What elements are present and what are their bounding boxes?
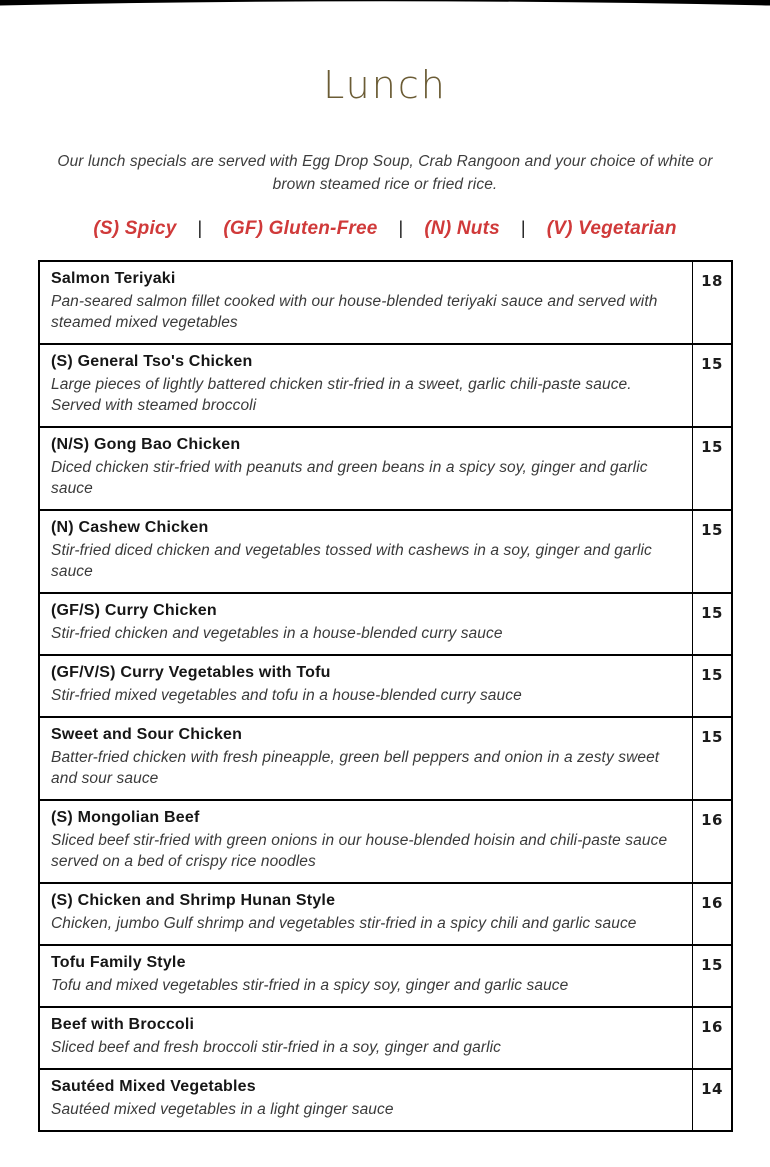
legend-item-label: (N) Nuts	[424, 217, 500, 239]
menu-item-cell	[39, 655, 693, 717]
menu-intro-text: Our lunch specials are served with Egg Drop Soup, Crab Rangoon and your choice of white or brown steamed rice or fried rice.	[57, 152, 713, 193]
menu-item-cell	[39, 344, 693, 427]
item-name: Sautéed Mixed Vegetables	[51, 1077, 256, 1095]
top-edge-arc-shape	[0, 0, 770, 8]
item-description: Chicken, jumbo Gulf shrimp and vegetables stir-fried in a spicy chili and garlic sauce	[51, 914, 637, 932]
menu-item-row	[39, 1069, 732, 1131]
item-price: 15	[693, 593, 733, 655]
item-price: 16	[693, 1007, 733, 1069]
menu-item-row	[39, 510, 732, 593]
item-description: Sliced beef and fresh broccoli stir-fried in a soy, ginger and garlic	[51, 1038, 502, 1056]
item-name: Salmon Teriyaki	[51, 269, 176, 287]
item-description: Pan-seared salmon fillet cooked with our house-blended teriyaki sauce and served with steamed mixed vegetables	[51, 292, 658, 331]
item-price: 16	[693, 883, 733, 945]
legend-item-label: (S) Spicy	[93, 217, 177, 239]
item-name: Beef with Broccoli	[51, 1015, 195, 1033]
item-name: Tofu Family Style	[51, 953, 186, 971]
legend-separator: |	[197, 218, 203, 239]
item-price: 15	[693, 717, 733, 800]
item-description: Diced chicken stir-fried with peanuts and green beans in a spicy soy, ginger and garlic sauce	[51, 458, 648, 497]
menu-item-row	[39, 1007, 732, 1069]
top-edge-bar	[0, 0, 770, 8]
item-name: (S) General Tso's Chicken	[51, 352, 253, 370]
item-name: (S) Chicken and Shrimp Hunan Style	[51, 891, 336, 909]
item-price: 18	[693, 261, 733, 344]
item-price: 15	[693, 427, 733, 510]
menu-item-cell	[39, 261, 693, 344]
menu-item-row	[39, 427, 732, 510]
item-name: Sweet and Sour Chicken	[51, 725, 243, 743]
menu-item-cell	[39, 1007, 693, 1069]
lunch-menu-page	[0, 64, 770, 1132]
item-price: 15	[693, 945, 733, 1007]
menu-item-row	[39, 261, 732, 344]
page-title: Lunch	[323, 63, 447, 107]
item-description: Large pieces of lightly battered chicken stir-fried in a sweet, garlic chili-paste sauce. Served with steamed broccoli	[51, 375, 632, 414]
item-name: (GF/V/S) Curry Vegetables with Tofu	[51, 663, 331, 681]
item-price: 15	[693, 655, 733, 717]
item-description: Sliced beef stir-fried with green onions in our house-blended hoisin and chili-paste sauce served on a bed of crispy rice noodles	[51, 831, 668, 870]
item-description: Batter-fried chicken with fresh pineapple, green bell peppers and onion in a zesty sweet and sour sauce	[51, 748, 660, 787]
menu-item-row	[39, 883, 732, 945]
dietary-legend	[0, 218, 770, 240]
menu-item-cell	[39, 883, 693, 945]
menu-item-row	[39, 945, 732, 1007]
menu-item-row	[39, 800, 732, 883]
legend-item-label: (GF) Gluten-Free	[223, 217, 378, 239]
legend-separator: |	[520, 218, 526, 239]
item-description: Tofu and mixed vegetables stir-fried in a spicy soy, ginger and garlic sauce	[51, 976, 569, 994]
menu-item-row	[39, 344, 732, 427]
legend-item-label: (V) Vegetarian	[546, 217, 677, 239]
item-price: 15	[693, 510, 733, 593]
legend-separator: |	[398, 218, 404, 239]
item-description: Stir-fried mixed vegetables and tofu in a house-blended curry sauce	[51, 686, 522, 704]
menu-item-cell	[39, 800, 693, 883]
item-description: Stir-fried chicken and vegetables in a house-blended curry sauce	[51, 624, 503, 642]
menu-item-cell	[39, 510, 693, 593]
item-price: 15	[693, 344, 733, 427]
menu-item-row	[39, 655, 732, 717]
menu-table	[38, 260, 733, 1132]
menu-item-row	[39, 717, 732, 800]
menu-item-row	[39, 593, 732, 655]
menu-table-body	[39, 261, 732, 1131]
item-name: (N/S) Gong Bao Chicken	[51, 435, 241, 453]
menu-item-cell	[39, 945, 693, 1007]
item-name: (S) Mongolian Beef	[51, 808, 200, 826]
item-description: Stir-fried diced chicken and vegetables tossed with cashews in a soy, ginger and garlic sauce	[51, 541, 652, 580]
menu-item-cell	[39, 1069, 693, 1131]
menu-item-cell	[39, 717, 693, 800]
item-name: (N) Cashew Chicken	[51, 518, 209, 536]
item-description: Sautéed mixed vegetables in a light ginger sauce	[51, 1100, 394, 1118]
item-price: 16	[693, 800, 733, 883]
menu-item-cell	[39, 593, 693, 655]
item-price: 14	[693, 1069, 733, 1131]
menu-item-cell	[39, 427, 693, 510]
item-name: (GF/S) Curry Chicken	[51, 601, 217, 619]
